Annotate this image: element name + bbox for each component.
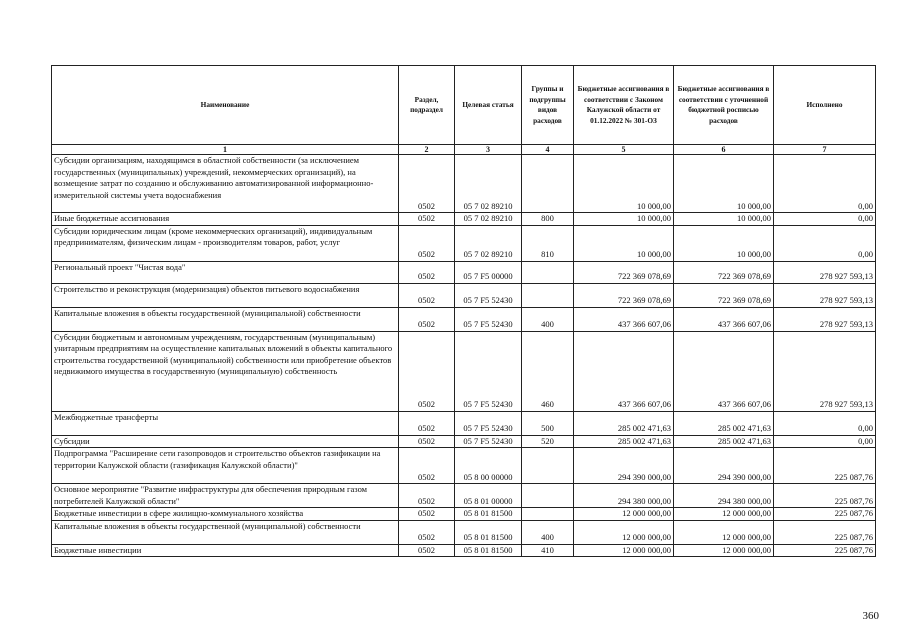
cell-name: Субсидии организациям, находящимся в областной собственности (за исключением государственных (муниципальных) учреждений, некоммерческих организаций), на возмещение затрат по созданию и обслуживанию автоматизированной информационно-измерительной системы учета водоснабжения [52,155,399,213]
cell-law: 294 390 000,00 [574,448,674,484]
cell-target: 05 8 01 81500 [455,508,522,521]
cell-revised: 294 390 000,00 [674,448,774,484]
cell-name: Бюджетные инвестиции в сфере жилищно-коммунального хозяйства [52,508,399,521]
cell-section: 0502 [399,261,455,283]
cell-name: Субсидии юридическим лицам (кроме некоммерческих организаций), индивидуальным предпринимателям, физическим лицам - производителям товаров, работ, услуг [52,225,399,261]
cell-executed: 0,00 [774,225,876,261]
cell-section: 0502 [399,520,455,544]
cell-revised: 437 366 607,06 [674,307,774,331]
cell-executed: 0,00 [774,435,876,448]
cell-section: 0502 [399,225,455,261]
cell-group: 410 [522,544,574,557]
cell-revised: 722 369 078,69 [674,261,774,283]
cell-target: 05 7 F5 00000 [455,261,522,283]
cell-section: 0502 [399,411,455,435]
cell-executed: 0,00 [774,411,876,435]
cell-group: 800 [522,213,574,226]
table-row [52,307,876,331]
cell-section: 0502 [399,508,455,521]
cell-target: 05 7 F5 52430 [455,307,522,331]
cell-group [522,448,574,484]
cell-executed: 225 087,76 [774,520,876,544]
cell-group: 520 [522,435,574,448]
cell-law: 437 366 607,06 [574,307,674,331]
table-row [52,261,876,283]
column-number: 7 [774,145,876,155]
cell-target: 05 8 01 00000 [455,484,522,508]
cell-name: Субсидии бюджетным и автономным учреждениям, государственным (муниципальным) унитарным предприятиям на осуществление капитальных вложений в объекты капитального строительства государственной (муниципальной) собственности или приобретение объектов недвижимого имущества в государственную (муниципальную) собственность [52,331,399,411]
header-section: Раздел, подраздел [399,66,455,145]
cell-revised: 12 000 000,00 [674,520,774,544]
cell-executed: 225 087,76 [774,484,876,508]
cell-group: 500 [522,411,574,435]
cell-name: Капитальные вложения в объекты государственной (муниципальной) собственности [52,520,399,544]
header-name: Наименование [52,66,399,145]
cell-section: 0502 [399,435,455,448]
cell-target: 05 7 F5 52430 [455,331,522,411]
cell-revised: 10 000,00 [674,155,774,213]
column-number: 5 [574,145,674,155]
cell-name: Основное мероприятие "Развитие инфраструктуры для обеспечения природным газом потребителей Калужской области" [52,484,399,508]
cell-section: 0502 [399,213,455,226]
cell-target: 05 7 F5 52430 [455,283,522,307]
cell-section: 0502 [399,484,455,508]
cell-revised: 12 000 000,00 [674,508,774,521]
column-number: 3 [455,145,522,155]
cell-revised: 285 002 471,63 [674,411,774,435]
cell-group: 400 [522,520,574,544]
cell-executed: 0,00 [774,155,876,213]
cell-section: 0502 [399,331,455,411]
cell-revised: 12 000 000,00 [674,544,774,557]
cell-name: Капитальные вложения в объекты государственной (муниципальной) собственности [52,307,399,331]
table-row [52,331,876,411]
cell-law: 12 000 000,00 [574,508,674,521]
table-row [52,544,876,557]
cell-group: 810 [522,225,574,261]
cell-target: 05 7 02 89210 [455,225,522,261]
table-row [52,508,876,521]
cell-revised: 437 366 607,06 [674,331,774,411]
cell-law: 12 000 000,00 [574,544,674,557]
cell-executed: 225 087,76 [774,544,876,557]
cell-target: 05 8 00 00000 [455,448,522,484]
cell-law: 285 002 471,63 [574,435,674,448]
cell-law: 10 000,00 [574,225,674,261]
column-number: 6 [674,145,774,155]
table-row [52,213,876,226]
table-row [52,435,876,448]
table-row [52,448,876,484]
page-number: 360 [862,610,879,622]
cell-target: 05 7 F5 52430 [455,435,522,448]
column-number: 1 [52,145,399,155]
cell-law: 12 000 000,00 [574,520,674,544]
cell-executed: 0,00 [774,213,876,226]
cell-law: 10 000,00 [574,213,674,226]
cell-law: 722 369 078,69 [574,283,674,307]
cell-group [522,155,574,213]
cell-revised: 722 369 078,69 [674,283,774,307]
cell-target: 05 7 F5 52430 [455,411,522,435]
cell-name: Иные бюджетные ассигнования [52,213,399,226]
cell-name: Региональный проект "Чистая вода" [52,261,399,283]
cell-section: 0502 [399,307,455,331]
cell-group [522,283,574,307]
cell-name: Субсидии [52,435,399,448]
cell-target: 05 7 02 89210 [455,155,522,213]
cell-section: 0502 [399,448,455,484]
cell-executed: 278 927 593,13 [774,261,876,283]
cell-law: 722 369 078,69 [574,261,674,283]
cell-group [522,261,574,283]
header-law: Бюджетные ассигнования в соответствии с Законом Калужской области от 01.12.2022 № 301-ОЗ [574,66,674,145]
cell-name: Межбюджетные трансферты [52,411,399,435]
table-body [52,155,876,557]
budget-table [51,65,876,557]
cell-executed: 225 087,76 [774,448,876,484]
table-row [52,520,876,544]
cell-target: 05 7 02 89210 [455,213,522,226]
table-row [52,283,876,307]
header-executed: Исполнено [774,66,876,145]
cell-executed: 225 087,76 [774,508,876,521]
cell-name: Бюджетные инвестиции [52,544,399,557]
cell-name: Строительство и реконструкция (модернизация) объектов питьевого водоснабжения [52,283,399,307]
cell-group: 460 [522,331,574,411]
cell-revised: 10 000,00 [674,213,774,226]
table-row [52,155,876,213]
table-row [52,225,876,261]
cell-executed: 278 927 593,13 [774,283,876,307]
table-row [52,411,876,435]
cell-group: 400 [522,307,574,331]
header-revised: Бюджетные ассигнования в соответствии с уточненной бюджетной росписью расходов [674,66,774,145]
cell-executed: 278 927 593,13 [774,331,876,411]
cell-group [522,484,574,508]
cell-revised: 294 380 000,00 [674,484,774,508]
cell-law: 294 380 000,00 [574,484,674,508]
cell-law: 285 002 471,63 [574,411,674,435]
table-row [52,484,876,508]
cell-law: 437 366 607,06 [574,331,674,411]
cell-revised: 285 002 471,63 [674,435,774,448]
cell-section: 0502 [399,155,455,213]
cell-target: 05 8 01 81500 [455,520,522,544]
header-target: Целевая статья [455,66,522,145]
header-group: Группы и подгруппы видов расходов [522,66,574,145]
cell-executed: 278 927 593,13 [774,307,876,331]
cell-law: 10 000,00 [574,155,674,213]
column-number: 2 [399,145,455,155]
cell-name: Подпрограмма "Расширение сети газопроводов и строительство объектов газификации на территории Калужской области (газификация Калужской области)" [52,448,399,484]
column-number: 4 [522,145,574,155]
header-row [52,66,876,145]
cell-revised: 10 000,00 [674,225,774,261]
cell-section: 0502 [399,544,455,557]
cell-target: 05 8 01 81500 [455,544,522,557]
cell-group [522,508,574,521]
cell-section: 0502 [399,283,455,307]
column-number-row [52,145,876,155]
